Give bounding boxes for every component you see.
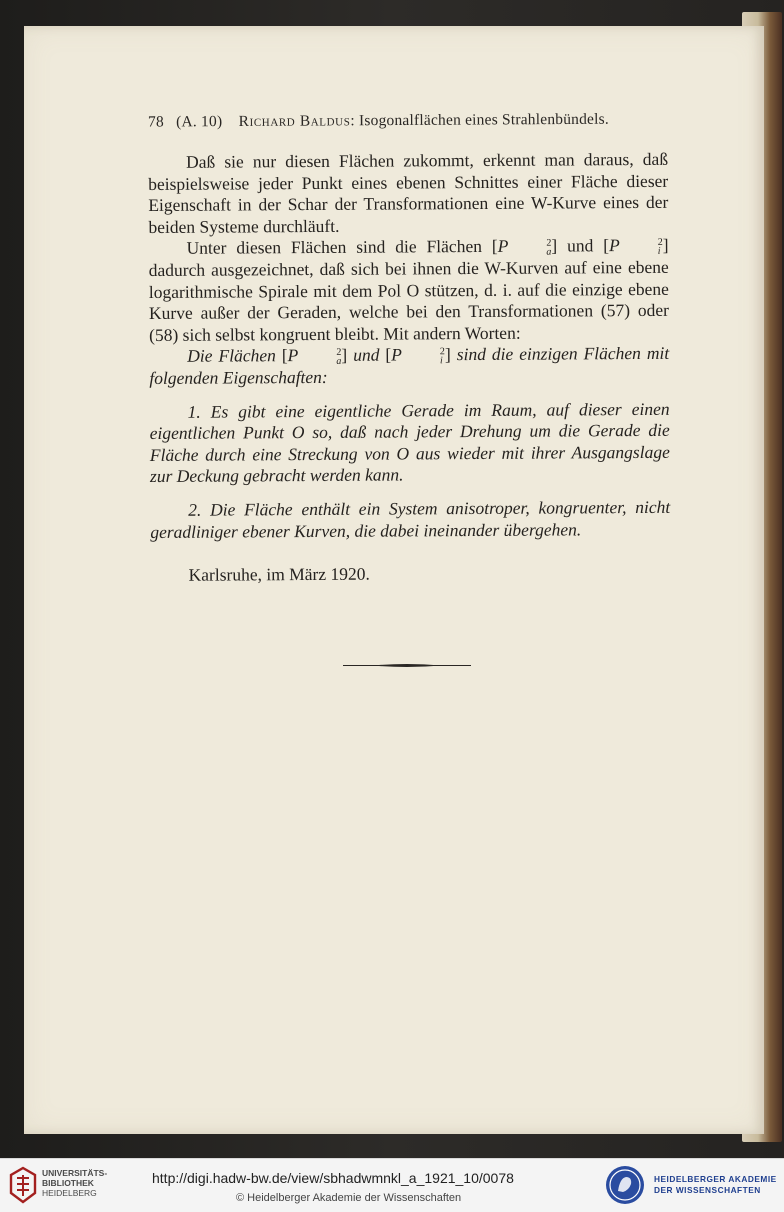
page-number: 78 xyxy=(147,113,164,131)
running-header: 78 (A. 10) Richard Baldus: Isogonalflächen eines Strahlenbündels. xyxy=(147,110,609,131)
academy-seal-icon xyxy=(604,1164,646,1206)
formula-pa2: [P 2 a ] xyxy=(491,235,558,258)
end-ornament-rule xyxy=(343,663,471,668)
academy-name: HEIDELBERGER AKADEMIE DER WISSENSCHAFTEN xyxy=(654,1174,777,1195)
page-body xyxy=(148,149,671,587)
university-library-name: UNIVERSITÄTS- BIBLIOTHEK HEIDELBERG xyxy=(42,1168,108,1198)
article-ref: (A. 10) xyxy=(176,113,223,131)
running-title: Isogonalflächen eines Strahlenbündels. xyxy=(358,110,609,130)
formula-pi2-italic: [P 2 i ] xyxy=(385,344,451,367)
signature-line: Karlsruhe, im März 1920. xyxy=(188,563,370,585)
viewer-footer xyxy=(0,1158,784,1212)
paragraph-1: Daß sie nur diesen Flächen zukommt, erkennt man daraus, daß beispielsweise jeder Punkt eines ebenen Schnittes einer Fläche dieser Eigenschaft in der Schar der Transformationen eine W-Kurve eines der beiden Systeme durchläuft. xyxy=(148,148,669,237)
paragraph-3: Die Flächen [P 2 a ] und [P 2 i ] sind die einzigen Flächen mit folgenden Eigenschaften: xyxy=(149,343,670,388)
formula-pa2-italic: [P 2 a ] xyxy=(281,345,348,368)
university-library-logo-icon xyxy=(8,1165,38,1205)
permalink-url[interactable]: http://digi.hadw-bw.de/view/sbhadwmnkl_a_1921_10/0078 xyxy=(152,1170,514,1186)
formula-pi2: [P 2 i ] xyxy=(603,235,669,258)
author-name: Richard Baldus xyxy=(238,112,351,130)
paragraph-5: 2. Die Fläche enthält ein System anisotroper, kongruenter, nicht geradliniger ebener Kurven, die dabei ineinander übergehen. xyxy=(150,496,671,542)
copyright-notice: © Heidelberger Akademie der Wissenschaften xyxy=(236,1192,462,1204)
paragraph-2: Unter diesen Flächen sind die Flächen [P 2 a ] und [P 2 i ] dadurch ausgezeichnet, daß sich bei ihnen die W-Kurven auf eine ebene logarithmische Spirale mit dem Pol O stützen, d. i. auf die einzige ebene Kurve außer der Geraden, welche bei den Transformationen (57) oder (58) sich selbst kongruent bleibt. Mit andern Worten: xyxy=(148,235,670,345)
paragraph-4: 1. Es gibt eine eigentliche Gerade im Raum, auf dieser einen eigentlichen Punkt O so, daß nach jeder Drehung um die Gerade die Fläche durch eine Streckung von O aus wieder mit ihrer Ausgangslage zur Deckung gebracht werden kann. xyxy=(149,398,670,487)
